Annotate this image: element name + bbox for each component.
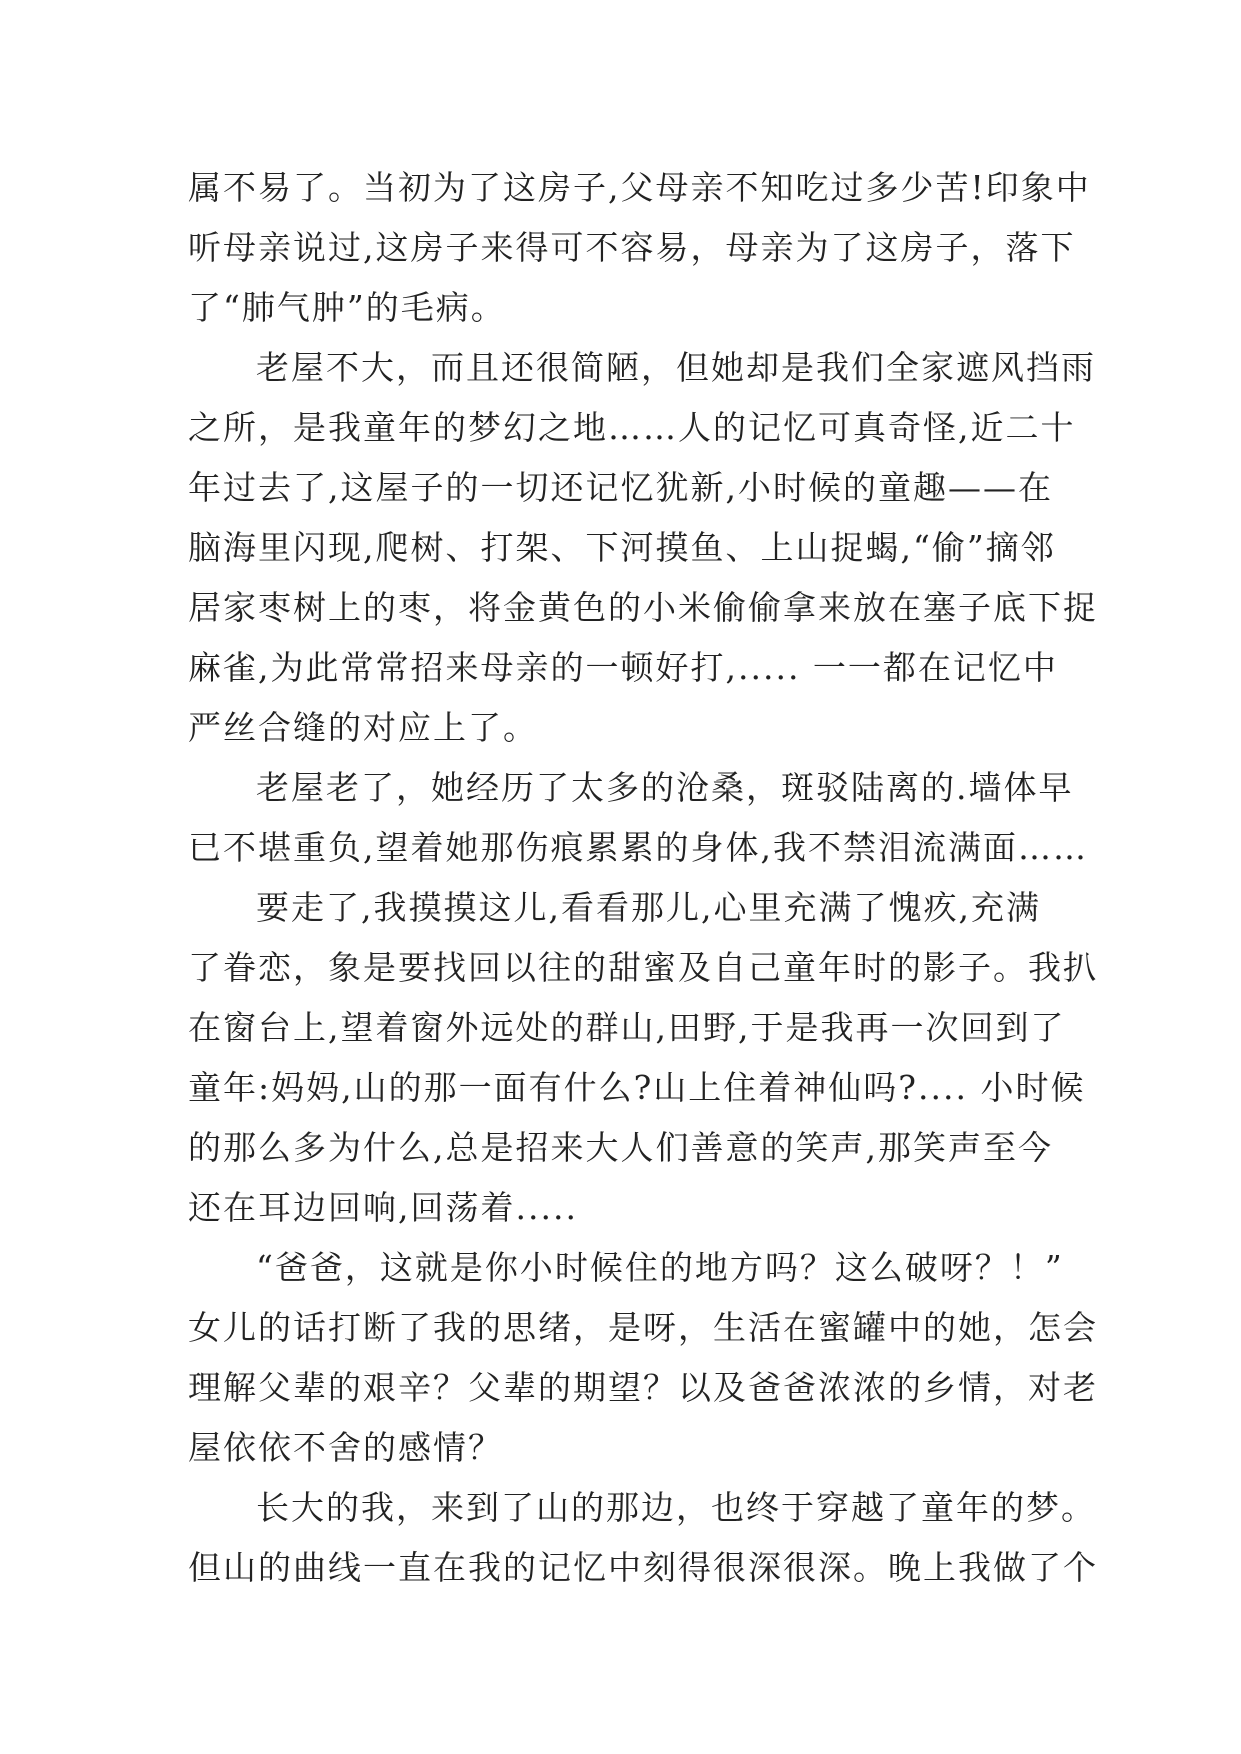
text-line: 已不堪重负,望着她那伤痕累累的身体,我不禁泪流满面…… [188, 828, 1088, 867]
text-line: 理解父辈的艰辛？父辈的期望？以及爸爸浓浓的乡情，对老 [188, 1368, 1098, 1407]
text-line: 女儿的话打断了我的思绪，是呀，生活在蜜罐中的她，怎会 [188, 1308, 1098, 1347]
text-line: 老屋老了，她经历了太多的沧桑，斑驳陆离的.墙体早 [256, 768, 1074, 807]
text-line: 了眷恋，象是要找回以往的甜蜜及自己童年时的影子。我扒 [188, 948, 1098, 987]
text-line: 要走了,我摸摸这儿,看看那儿,心里充满了愧疚,充满 [256, 888, 1041, 927]
text-line: 屋依依不舍的感情？ [188, 1428, 503, 1467]
text-line: 听母亲说过,这房子来得可不容易，母亲为了这房子，落下 [188, 228, 1076, 267]
text-line: 长大的我，来到了山的那边，也终于穿越了童年的梦。 [256, 1488, 1096, 1527]
text-line: 还在耳边回响,回荡着..... [188, 1188, 578, 1227]
text-line: 脑海里闪现,爬树、打架、下河摸鱼、上山捉蝎,“偷”摘邻 [188, 528, 1056, 567]
text-line: 童年:妈妈,山的那一面有什么?山上住着神仙吗?.... 小时候 [188, 1068, 1086, 1107]
text-line: 的那么多为什么,总是招来大人们善意的笑声,那笑声至今 [188, 1128, 1053, 1167]
text-line: 老屋不大，而且还很简陋，但她却是我们全家遮风挡雨 [256, 348, 1096, 387]
text-line: 但山的曲线一直在我的记忆中刻得很深很深。晚上我做了个 [188, 1548, 1098, 1587]
body-text [188, 158, 1098, 1598]
text-line: 了“肺气肿”的毛病。 [188, 288, 506, 327]
text-line: 属不易了。当初为了这房子,父母亲不知吃过多少苦!印象中 [188, 168, 1091, 207]
text-line: 严丝合缝的对应上了。 [188, 708, 538, 747]
text-line: 麻雀,为此常常招来母亲的一顿好打,..... 一一都在记忆中 [188, 648, 1058, 687]
text-line: 居家枣树上的枣，将金黄色的小米偷偷拿来放在塞子底下捉 [188, 588, 1098, 627]
text-line: 在窗台上,望着窗外远处的群山,田野,于是我再一次回到了 [188, 1008, 1066, 1047]
text-line: 年过去了,这屋子的一切还记忆犹新,小时候的童趣——在 [188, 468, 1053, 507]
text-line: “爸爸，这就是你小时候住的地方吗？这么破呀？！” [256, 1248, 1064, 1287]
text-line: 之所，是我童年的梦幻之地……人的记忆可真奇怪,近二十 [188, 408, 1076, 447]
